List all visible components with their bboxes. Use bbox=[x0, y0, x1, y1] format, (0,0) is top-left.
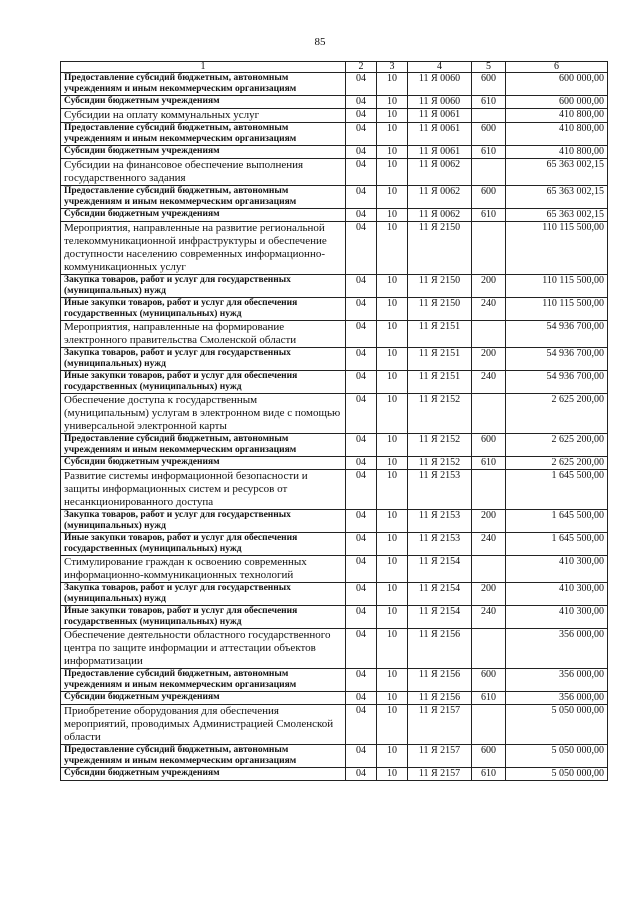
row-section-cell: 04 bbox=[346, 533, 377, 556]
row-subsection-cell: 10 bbox=[377, 533, 408, 556]
row-subsection-cell: 10 bbox=[377, 457, 408, 470]
row-expense-type-cell: 240 bbox=[472, 371, 506, 394]
row-name-cell: Субсидии бюджетным учреждениям bbox=[61, 146, 346, 159]
row-section-cell: 04 bbox=[346, 96, 377, 109]
row-subsection-cell: 10 bbox=[377, 510, 408, 533]
row-name-cell: Предоставление субсидий бюджетным, автономным учреждениям и иным некоммерческим организациям bbox=[61, 745, 346, 768]
row-expense-type-cell: 600 bbox=[472, 186, 506, 209]
table-row bbox=[61, 510, 608, 533]
row-name-cell: Мероприятия, направленные на развитие региональной телекоммуникационной инфраструктуры и обеспечение доступности населению современных информационно-коммуникационных услуг bbox=[61, 222, 346, 275]
row-expense-type-cell bbox=[472, 629, 506, 669]
row-amount-cell: 65 363 002,15 bbox=[506, 159, 608, 186]
row-section-cell: 04 bbox=[346, 298, 377, 321]
row-subsection-cell: 10 bbox=[377, 275, 408, 298]
row-amount-cell: 1 645 500,00 bbox=[506, 470, 608, 510]
row-name-cell: Предоставление субсидий бюджетным, автономным учреждениям и иным некоммерческим организациям bbox=[61, 434, 346, 457]
row-section-cell: 04 bbox=[346, 470, 377, 510]
row-amount-cell: 2 625 200,00 bbox=[506, 394, 608, 434]
row-amount-cell: 410 800,00 bbox=[506, 109, 608, 123]
row-subsection-cell: 10 bbox=[377, 123, 408, 146]
row-expense-type-cell bbox=[472, 222, 506, 275]
row-subsection-cell: 10 bbox=[377, 705, 408, 745]
row-target-code-cell: 11 Я 2151 bbox=[408, 371, 472, 394]
row-name-cell: Закупка товаров, работ и услуг для государственных (муниципальных) нужд bbox=[61, 275, 346, 298]
table-row bbox=[61, 123, 608, 146]
row-name-cell: Закупка товаров, работ и услуг для государственных (муниципальных) нужд bbox=[61, 510, 346, 533]
row-subsection-cell: 10 bbox=[377, 348, 408, 371]
row-expense-type-cell bbox=[472, 321, 506, 348]
row-target-code-cell: 11 Я 2157 bbox=[408, 768, 472, 781]
row-section-cell: 04 bbox=[346, 510, 377, 533]
row-target-code-cell: 11 Я 0060 bbox=[408, 73, 472, 96]
table-row bbox=[61, 745, 608, 768]
row-section-cell: 04 bbox=[346, 556, 377, 583]
page-number: 85 bbox=[314, 36, 326, 48]
row-subsection-cell: 10 bbox=[377, 669, 408, 692]
row-subsection-cell: 10 bbox=[377, 96, 408, 109]
row-name-cell: Субсидии бюджетным учреждениям bbox=[61, 209, 346, 222]
row-subsection-cell: 10 bbox=[377, 146, 408, 159]
row-target-code-cell: 11 Я 2154 bbox=[408, 583, 472, 606]
row-section-cell: 04 bbox=[346, 705, 377, 745]
row-name-cell: Субсидии бюджетным учреждениям bbox=[61, 96, 346, 109]
row-name-cell: Иные закупки товаров, работ и услуг для обеспечения государственных (муниципальных) нужд bbox=[61, 298, 346, 321]
row-subsection-cell: 10 bbox=[377, 371, 408, 394]
row-expense-type-cell: 610 bbox=[472, 96, 506, 109]
table-row bbox=[61, 186, 608, 209]
row-amount-cell: 600 000,00 bbox=[506, 96, 608, 109]
row-section-cell: 04 bbox=[346, 159, 377, 186]
row-expense-type-cell bbox=[472, 470, 506, 510]
table-row bbox=[61, 533, 608, 556]
row-target-code-cell: 11 Я 2154 bbox=[408, 606, 472, 629]
table-row bbox=[61, 371, 608, 394]
row-expense-type-cell: 200 bbox=[472, 275, 506, 298]
row-section-cell: 04 bbox=[346, 768, 377, 781]
row-amount-cell: 410 800,00 bbox=[506, 123, 608, 146]
row-target-code-cell: 11 Я 2156 bbox=[408, 692, 472, 705]
row-target-code-cell: 11 Я 2156 bbox=[408, 669, 472, 692]
row-name-cell: Обеспечение деятельности областного государственного центра по защите информации и аттестации объектов информатизации bbox=[61, 629, 346, 669]
table-row bbox=[61, 669, 608, 692]
row-target-code-cell: 11 Я 2153 bbox=[408, 470, 472, 510]
row-section-cell: 04 bbox=[346, 745, 377, 768]
row-section-cell: 04 bbox=[346, 583, 377, 606]
row-target-code-cell: 11 Я 2153 bbox=[408, 510, 472, 533]
row-section-cell: 04 bbox=[346, 275, 377, 298]
table-row bbox=[61, 705, 608, 745]
row-subsection-cell: 10 bbox=[377, 159, 408, 186]
row-amount-cell: 356 000,00 bbox=[506, 669, 608, 692]
row-section-cell: 04 bbox=[346, 394, 377, 434]
row-section-cell: 04 bbox=[346, 186, 377, 209]
row-expense-type-cell: 200 bbox=[472, 583, 506, 606]
row-expense-type-cell: 610 bbox=[472, 768, 506, 781]
row-target-code-cell: 11 Я 2153 bbox=[408, 533, 472, 556]
row-section-cell: 04 bbox=[346, 629, 377, 669]
table-row bbox=[61, 96, 608, 109]
row-target-code-cell: 11 Я 2157 bbox=[408, 745, 472, 768]
row-amount-cell: 410 300,00 bbox=[506, 606, 608, 629]
row-name-cell: Закупка товаров, работ и услуг для государственных (муниципальных) нужд bbox=[61, 348, 346, 371]
row-expense-type-cell: 600 bbox=[472, 669, 506, 692]
row-expense-type-cell: 200 bbox=[472, 348, 506, 371]
budget-table bbox=[60, 61, 608, 781]
row-amount-cell: 54 936 700,00 bbox=[506, 321, 608, 348]
row-expense-type-cell bbox=[472, 705, 506, 745]
row-expense-type-cell: 610 bbox=[472, 146, 506, 159]
row-subsection-cell: 10 bbox=[377, 583, 408, 606]
row-amount-cell: 410 300,00 bbox=[506, 556, 608, 583]
row-section-cell: 04 bbox=[346, 348, 377, 371]
row-name-cell: Субсидии бюджетным учреждениям bbox=[61, 457, 346, 470]
row-section-cell: 04 bbox=[346, 371, 377, 394]
row-expense-type-cell: 610 bbox=[472, 457, 506, 470]
row-name-cell: Предоставление субсидий бюджетным, автономным учреждениям и иным некоммерческим организациям bbox=[61, 186, 346, 209]
row-target-code-cell: 11 Я 0061 bbox=[408, 146, 472, 159]
row-subsection-cell: 10 bbox=[377, 186, 408, 209]
row-name-cell: Приобретение оборудования для обеспечения мероприятий, проводимых Администрацией Смоленской области bbox=[61, 705, 346, 745]
row-target-code-cell: 11 Я 2157 bbox=[408, 705, 472, 745]
row-name-cell: Предоставление субсидий бюджетным, автономным учреждениям и иным некоммерческим организациям bbox=[61, 73, 346, 96]
row-expense-type-cell: 200 bbox=[472, 510, 506, 533]
row-target-code-cell: 11 Я 2151 bbox=[408, 321, 472, 348]
header-col-6: 6 bbox=[506, 62, 608, 73]
row-name-cell: Стимулирование граждан к освоению современных информационно-коммуникационных технологий bbox=[61, 556, 346, 583]
row-expense-type-cell: 240 bbox=[472, 298, 506, 321]
row-amount-cell: 5 050 000,00 bbox=[506, 705, 608, 745]
row-target-code-cell: 11 Я 2156 bbox=[408, 629, 472, 669]
row-target-code-cell: 11 Я 2151 bbox=[408, 348, 472, 371]
row-subsection-cell: 10 bbox=[377, 209, 408, 222]
row-amount-cell: 110 115 500,00 bbox=[506, 275, 608, 298]
row-expense-type-cell bbox=[472, 159, 506, 186]
row-amount-cell: 356 000,00 bbox=[506, 629, 608, 669]
row-expense-type-cell: 610 bbox=[472, 692, 506, 705]
row-amount-cell: 54 936 700,00 bbox=[506, 371, 608, 394]
row-amount-cell: 1 645 500,00 bbox=[506, 510, 608, 533]
table-row bbox=[61, 222, 608, 275]
table-row bbox=[61, 209, 608, 222]
row-target-code-cell: 11 Я 2150 bbox=[408, 222, 472, 275]
row-subsection-cell: 10 bbox=[377, 606, 408, 629]
row-section-cell: 04 bbox=[346, 73, 377, 96]
row-name-cell: Иные закупки товаров, работ и услуг для обеспечения государственных (муниципальных) нужд bbox=[61, 606, 346, 629]
row-target-code-cell: 11 Я 0062 bbox=[408, 186, 472, 209]
row-section-cell: 04 bbox=[346, 434, 377, 457]
table-row bbox=[61, 583, 608, 606]
row-amount-cell: 356 000,00 bbox=[506, 692, 608, 705]
table-row bbox=[61, 629, 608, 669]
row-target-code-cell: 11 Я 0060 bbox=[408, 96, 472, 109]
row-subsection-cell: 10 bbox=[377, 394, 408, 434]
row-subsection-cell: 10 bbox=[377, 768, 408, 781]
table-row bbox=[61, 434, 608, 457]
row-amount-cell: 2 625 200,00 bbox=[506, 457, 608, 470]
row-section-cell: 04 bbox=[346, 123, 377, 146]
row-amount-cell: 5 050 000,00 bbox=[506, 745, 608, 768]
table-header-row bbox=[61, 62, 608, 73]
header-col-3: 3 bbox=[377, 62, 408, 73]
row-amount-cell: 54 936 700,00 bbox=[506, 348, 608, 371]
row-expense-type-cell: 240 bbox=[472, 533, 506, 556]
table-row bbox=[61, 321, 608, 348]
row-section-cell: 04 bbox=[346, 209, 377, 222]
table-row bbox=[61, 348, 608, 371]
row-target-code-cell: 11 Я 0061 bbox=[408, 109, 472, 123]
row-name-cell: Предоставление субсидий бюджетным, автономным учреждениям и иным некоммерческим организациям bbox=[61, 669, 346, 692]
row-target-code-cell: 11 Я 2154 bbox=[408, 556, 472, 583]
table-row bbox=[61, 109, 608, 123]
row-subsection-cell: 10 bbox=[377, 470, 408, 510]
row-name-cell: Обеспечение доступа к государственным (муниципальным) услугам в электронном виде с помощью универсальной электронной карты bbox=[61, 394, 346, 434]
row-name-cell: Иные закупки товаров, работ и услуг для обеспечения государственных (муниципальных) нужд bbox=[61, 533, 346, 556]
table-row bbox=[61, 275, 608, 298]
row-target-code-cell: 11 Я 0062 bbox=[408, 209, 472, 222]
row-expense-type-cell: 610 bbox=[472, 209, 506, 222]
table-row bbox=[61, 457, 608, 470]
row-amount-cell: 410 300,00 bbox=[506, 583, 608, 606]
row-subsection-cell: 10 bbox=[377, 434, 408, 457]
row-target-code-cell: 11 Я 2150 bbox=[408, 275, 472, 298]
row-name-cell: Мероприятия, направленные на формирование электронного правительства Смоленской области bbox=[61, 321, 346, 348]
row-section-cell: 04 bbox=[346, 222, 377, 275]
row-section-cell: 04 bbox=[346, 321, 377, 348]
table-row bbox=[61, 146, 608, 159]
row-amount-cell: 5 050 000,00 bbox=[506, 768, 608, 781]
row-subsection-cell: 10 bbox=[377, 556, 408, 583]
row-expense-type-cell: 600 bbox=[472, 73, 506, 96]
row-target-code-cell: 11 Я 2152 bbox=[408, 434, 472, 457]
row-subsection-cell: 10 bbox=[377, 298, 408, 321]
row-expense-type-cell bbox=[472, 109, 506, 123]
row-subsection-cell: 10 bbox=[377, 73, 408, 96]
header-col-5: 5 bbox=[472, 62, 506, 73]
row-amount-cell: 65 363 002,15 bbox=[506, 186, 608, 209]
row-section-cell: 04 bbox=[346, 109, 377, 123]
table-row bbox=[61, 470, 608, 510]
row-amount-cell: 65 363 002,15 bbox=[506, 209, 608, 222]
row-subsection-cell: 10 bbox=[377, 321, 408, 348]
row-target-code-cell: 11 Я 2150 bbox=[408, 298, 472, 321]
row-name-cell: Субсидии на финансовое обеспечение выполнения государственного задания bbox=[61, 159, 346, 186]
row-target-code-cell: 11 Я 2152 bbox=[408, 457, 472, 470]
row-subsection-cell: 10 bbox=[377, 745, 408, 768]
row-section-cell: 04 bbox=[346, 457, 377, 470]
row-amount-cell: 410 800,00 bbox=[506, 146, 608, 159]
row-expense-type-cell bbox=[472, 556, 506, 583]
row-name-cell: Субсидии бюджетным учреждениям bbox=[61, 768, 346, 781]
row-section-cell: 04 bbox=[346, 692, 377, 705]
row-section-cell: 04 bbox=[346, 146, 377, 159]
row-section-cell: 04 bbox=[346, 606, 377, 629]
row-subsection-cell: 10 bbox=[377, 222, 408, 275]
row-target-code-cell: 11 Я 0061 bbox=[408, 123, 472, 146]
row-expense-type-cell bbox=[472, 394, 506, 434]
row-amount-cell: 110 115 500,00 bbox=[506, 222, 608, 275]
row-subsection-cell: 10 bbox=[377, 692, 408, 705]
table-row bbox=[61, 394, 608, 434]
table-body bbox=[61, 62, 608, 781]
row-amount-cell: 2 625 200,00 bbox=[506, 434, 608, 457]
header-col-4: 4 bbox=[408, 62, 472, 73]
table-row bbox=[61, 606, 608, 629]
row-name-cell: Предоставление субсидий бюджетным, автономным учреждениям и иным некоммерческим организациям bbox=[61, 123, 346, 146]
table-row bbox=[61, 298, 608, 321]
header-col-1: 1 bbox=[61, 62, 346, 73]
row-subsection-cell: 10 bbox=[377, 629, 408, 669]
row-name-cell: Иные закупки товаров, работ и услуг для обеспечения государственных (муниципальных) нужд bbox=[61, 371, 346, 394]
table-row bbox=[61, 556, 608, 583]
row-name-cell: Субсидии бюджетным учреждениям bbox=[61, 692, 346, 705]
row-expense-type-cell: 600 bbox=[472, 745, 506, 768]
table-row bbox=[61, 692, 608, 705]
row-amount-cell: 110 115 500,00 bbox=[506, 298, 608, 321]
row-section-cell: 04 bbox=[346, 669, 377, 692]
table-row bbox=[61, 73, 608, 96]
row-target-code-cell: 11 Я 0062 bbox=[408, 159, 472, 186]
row-amount-cell: 600 000,00 bbox=[506, 73, 608, 96]
row-name-cell: Закупка товаров, работ и услуг для государственных (муниципальных) нужд bbox=[61, 583, 346, 606]
row-expense-type-cell: 600 bbox=[472, 123, 506, 146]
row-subsection-cell: 10 bbox=[377, 109, 408, 123]
row-amount-cell: 1 645 500,00 bbox=[506, 533, 608, 556]
table-row bbox=[61, 159, 608, 186]
row-expense-type-cell: 600 bbox=[472, 434, 506, 457]
header-col-2: 2 bbox=[346, 62, 377, 73]
table-row bbox=[61, 768, 608, 781]
row-name-cell: Развитие системы информационной безопасности и защиты информационных систем и ресурсов от несанкционированного доступа bbox=[61, 470, 346, 510]
row-expense-type-cell: 240 bbox=[472, 606, 506, 629]
row-name-cell: Субсидии на оплату коммунальных услуг bbox=[61, 109, 346, 123]
row-target-code-cell: 11 Я 2152 bbox=[408, 394, 472, 434]
